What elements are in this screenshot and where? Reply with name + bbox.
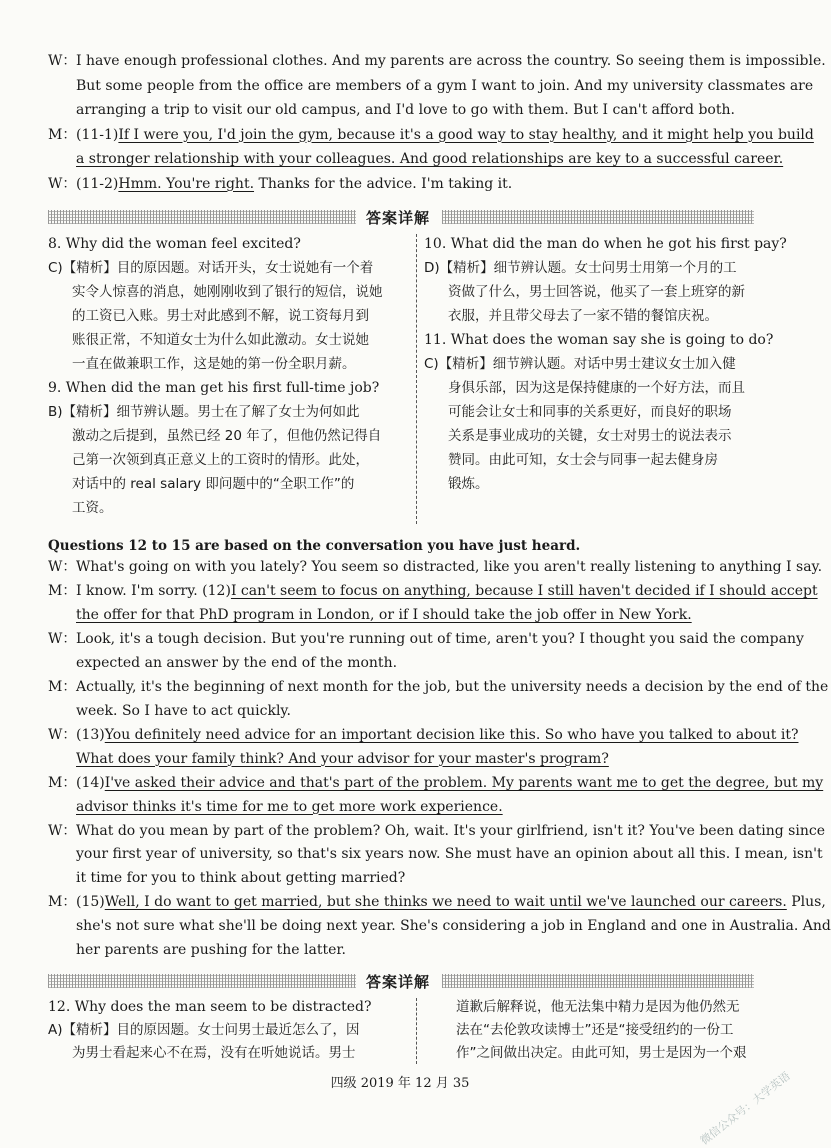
- speaker-label: M：: [48, 583, 77, 600]
- dialog-text: she's not sure what she'll be doing next year. She's considering a job in England and one in Australia. And: [76, 918, 831, 934]
- speaker-label: M：: [48, 774, 77, 791]
- answer-underline-text: I can't seem to focus on anything, because I still haven't decided if I should accept: [230, 583, 818, 600]
- answer-explanation-line: 锻炼。: [448, 476, 489, 492]
- speaker-label: M：: [48, 679, 77, 695]
- dialog-text: Look, it's a tough decision. But you're running out of time, aren't you? I thought you said the company: [76, 631, 804, 648]
- question-text: 11. What does the woman say she is going to do?: [424, 332, 774, 348]
- banner-title: 答案详解: [366, 209, 431, 227]
- dialog-line: [48, 582, 818, 600]
- question-text: 10. What did the man do when he got his first pay?: [424, 236, 787, 252]
- answer-underline-text: the offer for that PhD program in London, or if I should take the job offer in New York.: [76, 606, 692, 623]
- speaker-label: W：: [48, 559, 77, 575]
- dialog-line: [48, 630, 804, 648]
- dialog-text: What's going on with you lately? You seem so distracted, like you aren't really listening to anything I say.: [76, 559, 823, 575]
- dialog-line: [76, 150, 783, 168]
- speaker-label: M：: [48, 894, 77, 911]
- dialog-text: I know. I'm sorry. (12): [76, 583, 231, 600]
- question-text: 8. Why did the woman feel excited?: [48, 236, 301, 252]
- column-divider: [416, 234, 417, 524]
- answer-explanation-line: 激动之后提到，虽然已经 20 年了，但他仍然记得自: [72, 428, 382, 444]
- column-divider: [416, 998, 417, 1064]
- answer-underline-text: You definitely need advice for an important decision like this. So who have you talked to about it?: [104, 726, 799, 743]
- speaker-label: W：: [48, 175, 77, 192]
- speaker-label: W：: [48, 822, 77, 839]
- answer-explanation-line: 关系是事业成功的关键，女士对男士的说法表示: [448, 428, 732, 444]
- dialog-line: [76, 654, 397, 672]
- questions-heading: Questions 12 to 15 are based on the conversation you have just heard.: [48, 538, 581, 554]
- answers-1-right-column: [424, 232, 787, 496]
- dialog-line: [76, 77, 813, 95]
- answer-explanation-line: 一直在做兼职工作，这是她的第一份全职月薪。: [72, 356, 356, 372]
- banner-pattern-left: [48, 210, 356, 224]
- question-text: 9. When did the man get his first full-time job?: [48, 380, 380, 396]
- answer-explanation-line: 的工资已入账。男士对此感到不解，说工资每月到: [72, 308, 369, 324]
- answer-explanation-line: 法在“去伦敦攻读博士”还是“接受纽约的一份工: [456, 1022, 734, 1038]
- dialog-line: [48, 558, 822, 576]
- dialog-line: [76, 750, 609, 768]
- answer-explanation-start: A)【精析】目的原因题。女士问男士最近怎么了，因: [48, 1022, 360, 1038]
- dialog-line: [76, 798, 503, 816]
- answer-underline-text: Hmm. You're right.: [118, 175, 255, 192]
- answer-underline-text: What does your family think? And your advisor for your master's program?: [76, 750, 609, 767]
- answer-explanation-line: 己第一次领到真正意义上的工资时的情形。此处，: [72, 452, 369, 468]
- dialog-text: I have enough professional clothes. And my parents are across the country. So seeing them is impossible.: [76, 53, 826, 69]
- answer-explanation-start: C)【精析】细节辨认题。对话中男士建议女士加入健: [424, 356, 736, 372]
- dialog-line: [48, 126, 814, 144]
- speaker-label: W：: [48, 726, 77, 743]
- answer-explanation-start: C)【精析】目的原因题。对话开头，女士说她有一个着: [48, 260, 374, 276]
- answer-underline-text: If I were you, I'd join the gym, because it's a good way to stay healthy, and it might help you build: [118, 126, 814, 143]
- answer-explanation-line: 道歉后解释说，他无法集中精力是因为他仍然无: [456, 999, 740, 1015]
- dialog-line: [76, 606, 692, 624]
- answer-explanation-line: 作”之间做出决定。由此可知，男士是因为一个艰: [456, 1045, 747, 1061]
- dialog-text: Plus,: [786, 894, 826, 911]
- dialog-line: [48, 726, 798, 744]
- dialog-text: What do you mean by part of the problem? Oh, wait. It's your girlfriend, isn't it? You've been dating since: [76, 822, 825, 839]
- banner-pattern-left: [48, 974, 356, 988]
- answer-explanation-start: B)【精析】细节辨认题。男士在了解了女士为何如此: [48, 404, 360, 420]
- dialog-line: [48, 678, 828, 696]
- answer-banner-1: [48, 206, 754, 228]
- dialog-text: week. So I have to act quickly.: [76, 702, 291, 719]
- dialog-line: [48, 822, 825, 840]
- answer-explanation-line: 账很正常，不知道女士为什么如此激动。女士说她: [72, 332, 369, 348]
- banner-title: 答案详解: [366, 973, 431, 991]
- answers-2-right-column: [432, 996, 768, 1065]
- answer-explanation-line: 衣服，并且带父母去了一家不错的餐馆庆祝。: [448, 308, 718, 324]
- speaker-label: W：: [48, 53, 77, 69]
- answer-underline-text: I've asked their advice and that's part of the problem. My parents want me to get the degree, but my: [104, 774, 824, 791]
- dialog-line: [76, 869, 405, 887]
- dialog-text: Actually, it's the beginning of next month for the job, but the university needs a decision by the end of the: [76, 679, 829, 695]
- answer-explanation-line: 实令人惊喜的消息，她刚刚收到了银行的短信，说她: [72, 284, 383, 300]
- dialog-text: Thanks for the advice. I'm taking it.: [254, 175, 513, 192]
- answer-underline-text: a stronger relationship with your colleagues. And good relationships are key to a successful career.: [76, 151, 784, 167]
- dialog-line: [76, 702, 291, 720]
- answer-explanation-line: 工资。: [72, 500, 113, 516]
- dialog-line: [48, 893, 826, 911]
- answer-explanation-line: 资做了什么，男士回答说，他买了一套上班穿的新: [448, 284, 745, 300]
- page-footer: 四级 2019 年 12 月 35: [330, 1076, 470, 1091]
- answer-explanation-line: 为男士看起来心不在焉，没有在听她说话。男士: [72, 1045, 356, 1061]
- answer-explanation-line: 可能会让女士和同事的关系更好，而良好的职场: [448, 404, 732, 420]
- answer-explanation-line: 赞同。由此可知，女士会与同事一起去健身房: [448, 452, 718, 468]
- answer-underline-text: Well, I do want to get married, but she thinks we need to wait until we've launched our careers.: [104, 894, 787, 911]
- watermark: 微信公众号：大学英语: [697, 1069, 793, 1148]
- dialog-text: arranging a trip to visit our old campus, and I'd love to go with them. But I can't afford both.: [76, 102, 735, 118]
- dialog-text: (13): [76, 726, 105, 743]
- dialog-text: (11-2): [76, 175, 119, 192]
- banner-pattern-right: [442, 974, 754, 988]
- dialog-text: (11-1): [76, 126, 119, 143]
- dialog-text: (14): [76, 774, 105, 791]
- answer-explanation-start: D)【精析】细节辨认题。女士问男士用第一个月的工: [424, 260, 737, 276]
- answer-underline-text: advisor thinks it's time for me to get more work experience.: [76, 798, 503, 815]
- answer-banner-2: [48, 970, 754, 992]
- answers-1-left-column: [48, 232, 410, 520]
- dialog-text: it time for you to think about getting married?: [76, 870, 406, 887]
- answer-explanation-line: 对话中的 real salary 即问题中的“全职工作”的: [72, 476, 355, 492]
- banner-pattern-right: [442, 210, 754, 224]
- answers-2-left-column: [48, 996, 410, 1065]
- dialog-line: [76, 941, 346, 959]
- dialog-line: [48, 774, 823, 792]
- dialog-line: [76, 845, 823, 863]
- dialog-text: her parents are pushing for the latter.: [76, 941, 346, 958]
- dialog-line: [76, 917, 831, 935]
- dialog-line: [48, 52, 826, 70]
- dialog-text: expected an answer by the end of the month.: [76, 654, 398, 671]
- answer-explanation-line: 身俱乐部，因为这是保持健康的一个好方法，而且: [448, 380, 745, 396]
- question-text: 12. Why does the man seem to be distracted?: [48, 999, 372, 1015]
- dialog-line: [48, 175, 512, 193]
- speaker-label: W：: [48, 631, 77, 648]
- dialog-text: But some people from the office are members of a gym I want to join. And my university classmates are: [76, 77, 814, 94]
- dialog-text: (15): [76, 894, 105, 911]
- speaker-label: M：: [48, 126, 77, 143]
- dialog-text: your first year of university, so that's six years now. She must have an opinion about all this. I mean, isn't: [76, 846, 823, 863]
- dialog-line: [76, 101, 735, 119]
